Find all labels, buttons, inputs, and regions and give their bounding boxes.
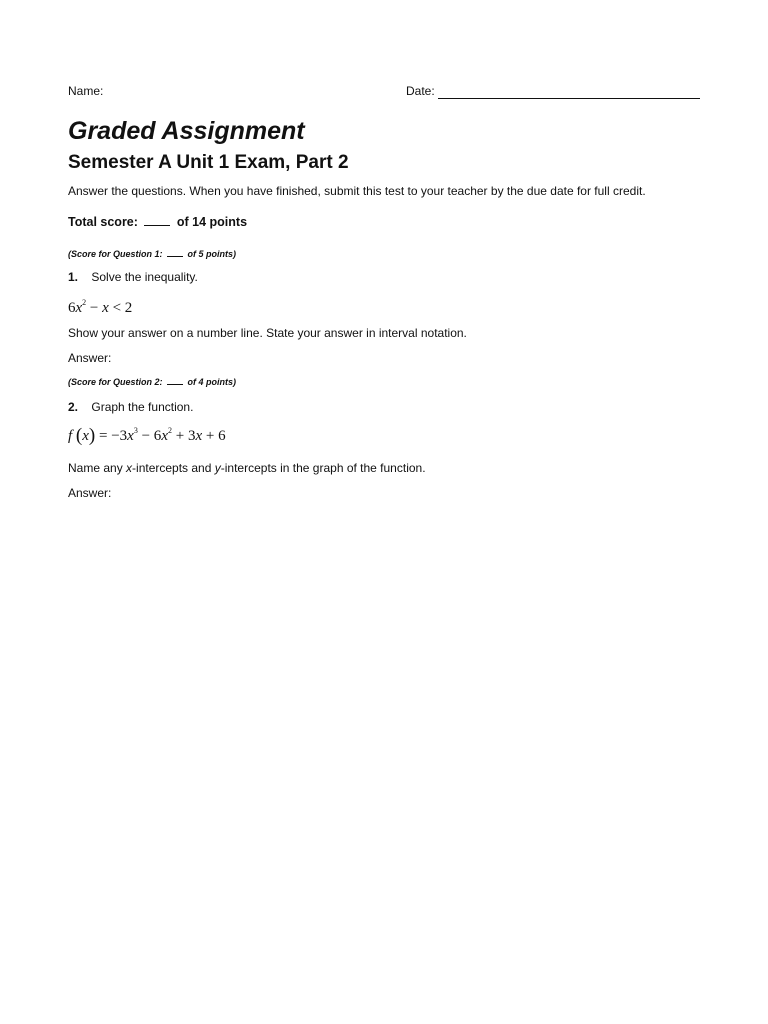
- question-1-followup: Show your answer on a number line. State your answer in interval notation.: [68, 326, 467, 340]
- question-2-answer-label: Answer:: [68, 486, 112, 500]
- question-1-prompt: Solve the inequality.: [91, 270, 198, 284]
- total-score-prefix: Total score:: [68, 215, 138, 229]
- question-2: [68, 400, 193, 414]
- total-score: [68, 215, 247, 229]
- header-row: [68, 84, 700, 102]
- name-label: Name:: [68, 84, 104, 98]
- date-label: Date:: [406, 84, 435, 98]
- question-1-equation: $6x^2 - x < 2$: [68, 298, 133, 316]
- instructions-text: Answer the questions. When you have finished, submit this test to your teacher by the due date for full credit.: [68, 184, 646, 198]
- question-1-score-blank: [167, 247, 183, 257]
- question-2-prompt: Graph the function.: [91, 400, 194, 414]
- question-2-score-suffix: of 4 points): [187, 377, 237, 387]
- question-2-equation: f $(x) = -3x^3 - 6x^2 + 3x + 6$: [68, 425, 226, 446]
- question-2-followup: Name any x-intercepts and y-intercepts in the graph of the function.: [68, 461, 426, 475]
- page-title: Graded Assignment: [68, 117, 305, 145]
- question-2-score-prefix: (Score for Question 2:: [68, 377, 163, 387]
- question-1-score-note: [68, 247, 236, 259]
- question-2-number: 2.: [68, 400, 79, 414]
- question-1-answer-label: Answer:: [68, 351, 112, 365]
- total-score-suffix: of 14 points: [176, 215, 248, 229]
- question-1-number: 1.: [68, 270, 79, 284]
- date-blank-line: [438, 98, 700, 99]
- question-1-score-suffix: of 5 points): [187, 249, 237, 259]
- question-2-score-note: [68, 375, 236, 387]
- question-1-score-prefix: (Score for Question 1:: [68, 249, 163, 259]
- question-1: [68, 270, 198, 284]
- page-subtitle: Semester A Unit 1 Exam, Part 2: [68, 152, 349, 173]
- total-score-blank: [144, 215, 170, 226]
- question-2-score-blank: [167, 375, 183, 385]
